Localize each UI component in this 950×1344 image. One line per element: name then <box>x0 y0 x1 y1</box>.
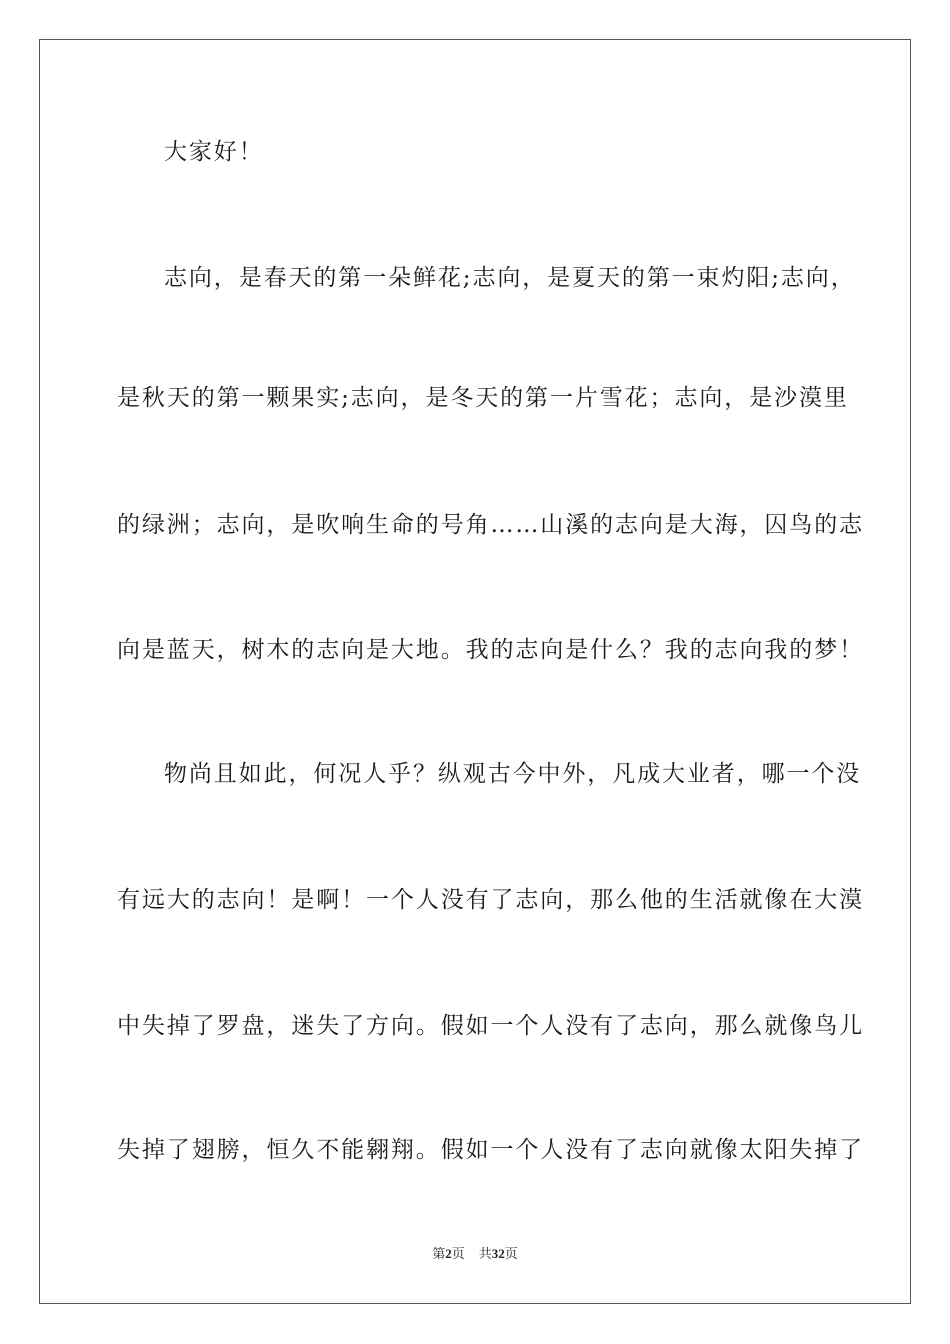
page-border <box>39 39 911 1304</box>
page-prefix: 第 <box>432 1246 446 1261</box>
page-footer <box>0 1245 950 1263</box>
greeting-line: 大家好！ <box>164 139 264 165</box>
total-prefix: 共 <box>478 1246 492 1261</box>
page-number: 2 <box>445 1246 452 1261</box>
total-pages: 32 <box>491 1246 505 1261</box>
total-suffix: 页 <box>504 1246 518 1261</box>
text-line: 失掉了翅膀，恒久不能翱翔。假如一个人没有了志向就像太阳失掉了 <box>117 1137 864 1163</box>
text-line: 中失掉了罗盘，迷失了方向。假如一个人没有了志向，那么就像鸟儿 <box>117 1013 864 1039</box>
text-line: 物尚且如此，何况人乎？纵观古今中外，凡成大业者，哪一个没 <box>164 761 862 787</box>
text-line: 是秋天的第一颗果实;志向，是冬天的第一片雪花；志向，是沙漠里 <box>117 385 849 411</box>
text-line: 向是蓝天，树木的志向是大地。我的志向是什么？我的志向我的梦！ <box>117 637 864 663</box>
text-line: 的绿洲；志向，是吹响生命的号角……山溪的志向是大海，囚鸟的志 <box>117 512 864 538</box>
text-line: 有远大的志向！是啊！一个人没有了志向，那么他的生活就像在大漠 <box>117 887 864 913</box>
page-suffix: 页 <box>451 1246 465 1261</box>
text-line: 志向，是春天的第一朵鲜花;志向，是夏天的第一束灼阳;志向， <box>164 265 856 291</box>
